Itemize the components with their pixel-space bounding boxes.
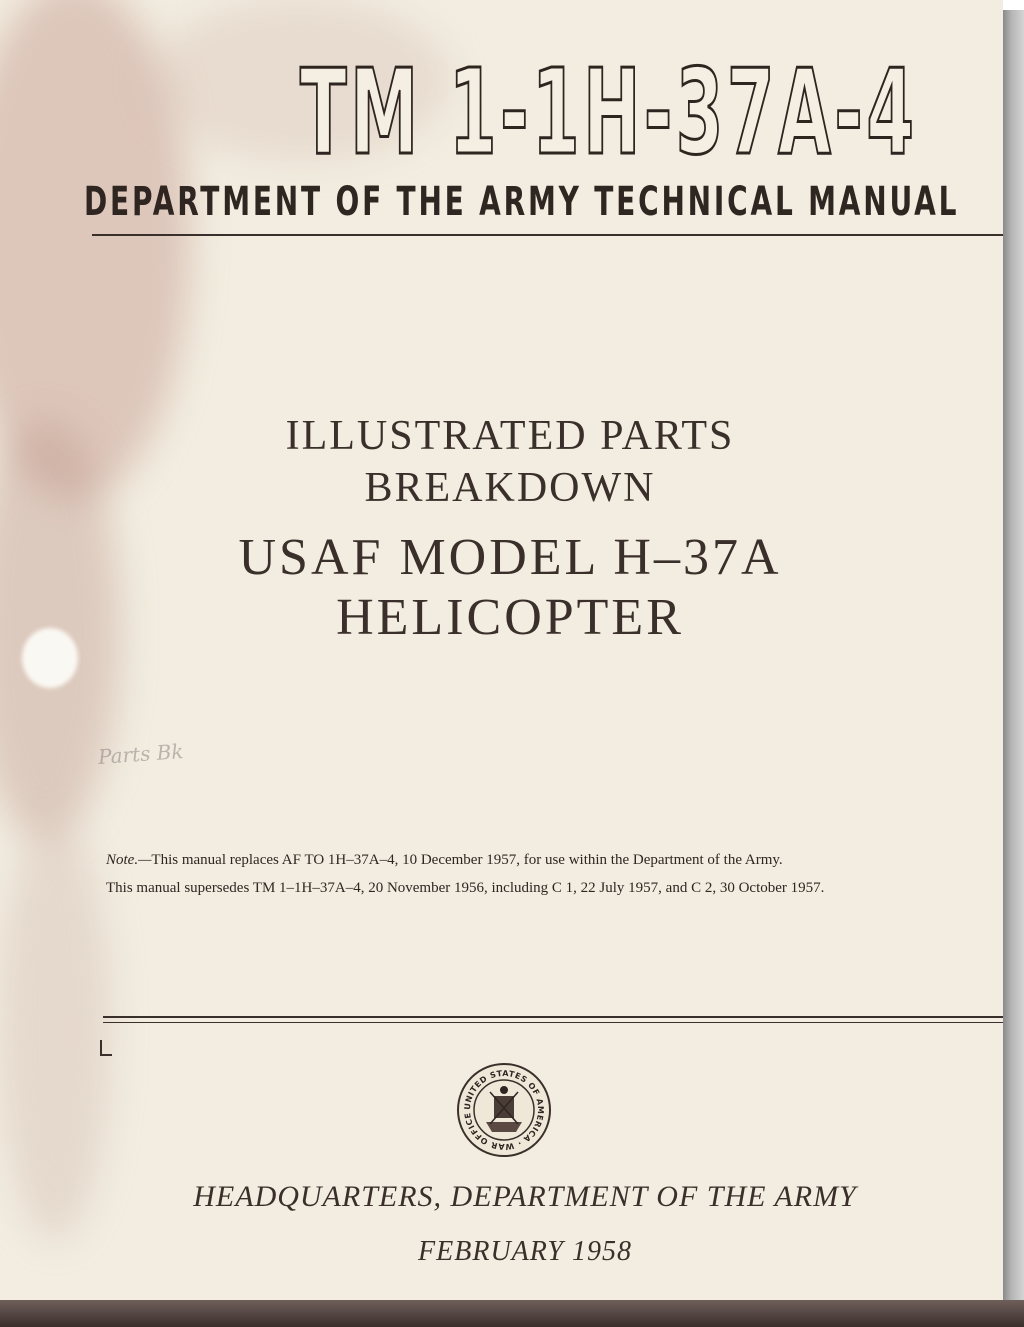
footer-divider [103, 1016, 1003, 1018]
seal-text: UNITED STATES OF AMERICA · WAR OFFICE [462, 1068, 546, 1152]
department-header: DEPARTMENT OF THE ARMY TECHNICAL MANUAL [84, 179, 960, 225]
issuer-line: HEADQUARTERS, DEPARTMENT OF THE ARMY [193, 1180, 857, 1213]
page-bottom-shadow [0, 1300, 1024, 1327]
supersession-note-line-1 [106, 852, 783, 869]
paper-stain [0, 820, 110, 1240]
title-line-3: USAF MODEL H–37A [238, 529, 782, 586]
binder-hole [22, 628, 78, 688]
page-edge-shadow [1003, 10, 1024, 1327]
document-number: TM 1-1H-37A-4 [300, 43, 918, 181]
title-line-4: HELICOPTER [336, 589, 684, 646]
header-divider [92, 234, 1003, 236]
note-lead: Note.— [106, 852, 152, 868]
handwritten-note: Parts Bk [97, 739, 185, 769]
title-line-1: ILLUSTRATED PARTS [285, 413, 735, 459]
issue-date: FEBRUARY 1958 [418, 1236, 632, 1267]
title-line-2: BREAKDOWN [364, 465, 656, 511]
war-office-seal-icon [456, 1062, 552, 1158]
footer-divider-thin [103, 1022, 1003, 1023]
supersession-note-line-2: This manual supersedes TM 1–1H–37A–4, 20 November 1956, including C 1, 22 July 1957, and C 2, 30 October 1957. [106, 880, 825, 896]
note-text-1: This manual replaces AF TO 1H–37A–4, 10 December 1957, for use within the Department of the Army. [151, 852, 783, 868]
corner-mark [100, 1040, 112, 1056]
